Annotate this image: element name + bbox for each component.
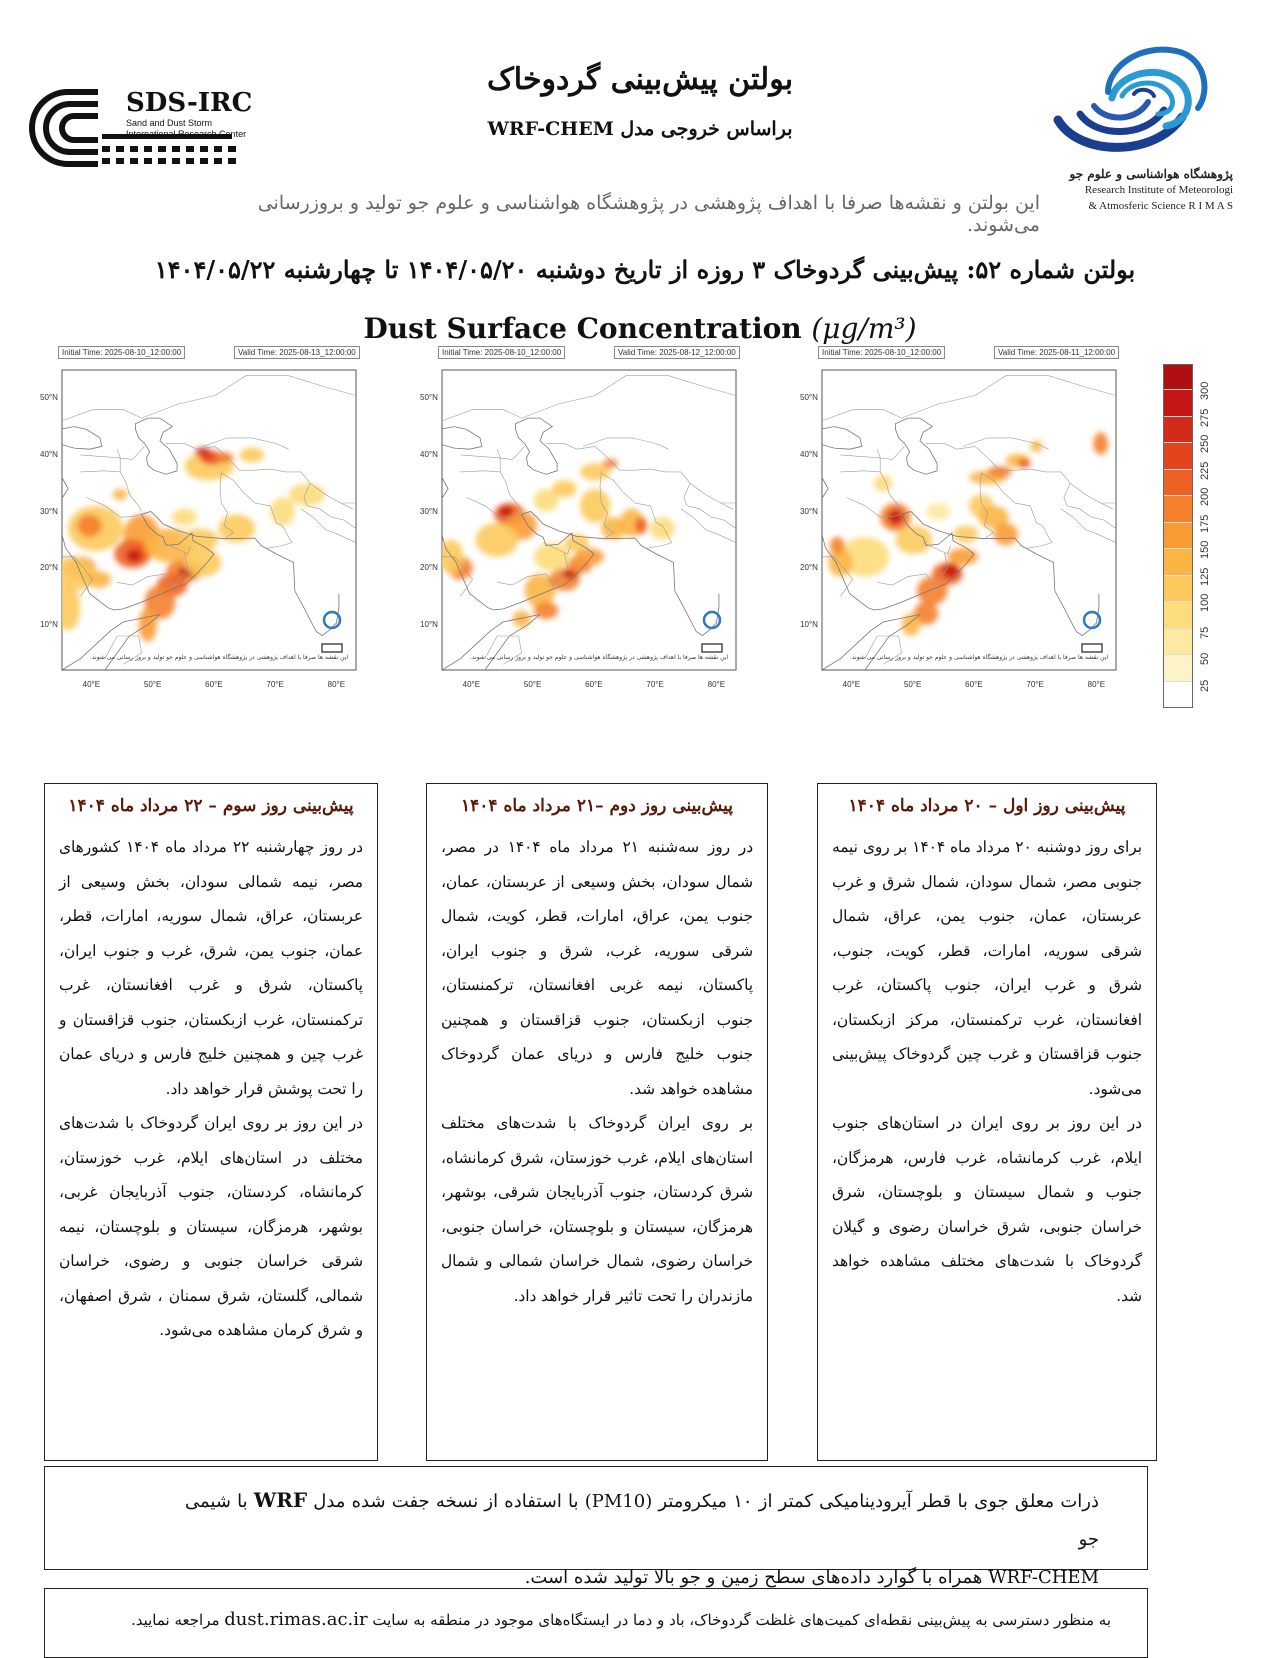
dust-blob <box>917 577 948 605</box>
lon-tick-label: 70°E <box>1026 680 1044 689</box>
forecast-day3-paragraph1: در روز چهارشنبه ۲۲ مرداد ماه ۱۴۰۴ کشورهای مصر، نیمه شمالی سودان، بخش وسیعی از عربستان، عراق، شمال سوریه، امارات، قطر، عمان، جنوب یمن، شرق، غرب و جنوب ایران، پاکستان، شرق و غرب افغانستان، غرب ترکمنستان، غرب ازبکستان، جنوب قزاقستان و غرب چین و همچنین خلیج فارس و دریای عمان را تحت پوشش قرار خواهد داد. <box>59 838 363 1098</box>
valid-time-label: Valid Time: 2025-08-13_12:00:00 <box>234 346 360 359</box>
dust-blob <box>552 480 577 497</box>
lon-tick-label: 70°E <box>646 680 664 689</box>
bulletin-subtitle: براساس خروجی مدل WRF-CHEM <box>487 118 793 140</box>
dust-website-link[interactable]: dust.rimas.ac.ir <box>224 1609 368 1630</box>
initial-time-label: Initial Time: 2025-08-10_12:00:00 <box>438 346 565 359</box>
colorbar-tick-label: 125 <box>1199 567 1211 586</box>
chart-title-main: Dust Surface Concentration <box>363 312 802 345</box>
colorbar-tick-label: 100 <box>1199 593 1211 613</box>
dust-blob <box>1018 459 1030 467</box>
dust-blob <box>1093 432 1108 455</box>
rimas-name-fa: پژوهشگاه هواشناسی و علوم جو <box>1069 167 1233 181</box>
map-disclaimer: این نقشه ها صرفا با اهداف پژوهشی در پژوهشگاه هواشناسی و علوم جو تولید و بروز رسانی می شوند. <box>470 654 729 661</box>
rimas-logo-text <box>1048 166 1233 214</box>
dust-blob <box>987 466 1012 477</box>
lon-tick-label: 50°E <box>903 680 922 689</box>
forecast-day1-paragraph1: برای روز دوشنبه ۲۰ مرداد ماه ۱۴۰۴ بر روی نیمه جنوبی مصر، شمال سودان، شمال شرق و غرب عربستان، عمان، جنوب یمن، عراق، شمال شرقی سوریه، امارات، قطر، کویت، جنوب، شرق و غرب ایران، جنوب پاکستان، غرب افغانستان، غرب ترکمنستان، مرکز ازبکستان، جنوب قزاقستان و غرب چین گردوخاک پیش‌بینی می‌شود. <box>832 838 1143 1098</box>
lat-tick-label: 40°N <box>800 449 818 459</box>
access-note-text <box>81 1607 1111 1633</box>
forecast-day1-heading: پیش‌بینی روز اول – ۲۰ مرداد ماه ۱۴۰۴ <box>848 796 1126 816</box>
dust-blob <box>948 548 979 565</box>
dust-blob <box>580 489 611 523</box>
colorbar-tick-label: 250 <box>1199 435 1211 454</box>
chart-title <box>330 312 950 345</box>
lat-tick-label: 30°N <box>40 506 58 516</box>
dust-blob <box>635 517 647 534</box>
lon-tick-label: 60°E <box>965 680 983 689</box>
lon-tick-label: 60°E <box>205 680 223 689</box>
dust-blob <box>185 548 222 576</box>
dust-blob <box>56 585 81 630</box>
dust-blob <box>896 526 933 554</box>
map-canvas <box>800 358 1140 734</box>
initial-time-label: Initial Time: 2025-08-10_12:00:00 <box>818 346 945 359</box>
forecast-day3-column <box>44 783 378 1461</box>
colorbar <box>1163 364 1211 708</box>
chart-title-unit: (μg/m³) <box>811 312 917 345</box>
model-note-part2: با شیمی جو <box>185 1491 1099 1550</box>
dust-map-day3 <box>40 348 380 734</box>
bulletin-number-heading: بولتن شماره ۵۲: پیش‌بینی گردوخاک ۳ روزه از تاریخ دوشنبه ۱۴۰۴/۰۵/۲۰ تا چهارشنبه ۱۴۰۴/۰۵/۲۲ <box>154 255 1136 284</box>
dust-blob <box>172 509 197 526</box>
map-disclaimer: این نقشه ها صرفا با اهداف پژوهشی در پژوهشگاه هواشناسی و علوم جو تولید و بروز رسانی می شوند. <box>90 654 349 661</box>
dust-blob <box>954 526 979 543</box>
dust-blob <box>126 549 142 561</box>
dust-blob <box>113 489 128 500</box>
colorbar-tick-label: 275 <box>1199 408 1211 427</box>
rimas-swirl-icon <box>1050 32 1210 160</box>
rimas-name-en1: Research Institute of Meteorologi <box>1084 184 1233 196</box>
sds-irc-subtitle-line2: International Research Center <box>126 129 247 139</box>
colorbar-tick-label: 25 <box>1199 679 1211 692</box>
map-disclaimer: این نقشه ها صرفا با اهداف پژوهشی در پژوهشگاه هواشناسی و علوم جو تولید و بروز رسانی می شوند. <box>850 654 1109 661</box>
lon-tick-label: 60°E <box>585 680 603 689</box>
colorbar-tick-label: 300 <box>1199 382 1211 401</box>
lat-tick-label: 30°N <box>800 506 818 516</box>
access-note-part2: مراجعه نمایید. <box>130 1611 225 1629</box>
dust-blob <box>926 503 951 520</box>
colorbar-tick-label: 50 <box>1199 652 1211 666</box>
colorbar-tick-label: 150 <box>1199 540 1211 560</box>
lon-tick-label: 80°E <box>1087 680 1106 689</box>
model-note-box <box>44 1466 1148 1588</box>
colorbar-frame <box>1163 364 1193 708</box>
forecast-day2-heading: پیش‌بینی روز دوم –۲۱ مرداد ماه ۱۴۰۴ <box>461 796 733 816</box>
lon-tick-label: 40°E <box>842 680 861 689</box>
lat-tick-label: 20°N <box>40 563 58 573</box>
dust-blob <box>77 514 102 537</box>
valid-time-label: Valid Time: 2025-08-12_12:00:00 <box>614 346 740 359</box>
sds-irc-subtitle-line1: Sand and Dust Storm <box>126 118 213 128</box>
dust-blob <box>215 452 233 463</box>
sds-irc-name: SDS-IRC <box>126 88 253 118</box>
dust-blob <box>603 459 618 468</box>
forecast-day3-heading: پیش‌بینی روز سوم – ۲۲ مرداد ماه ۱۴۰۴ <box>68 796 354 816</box>
forecast-day1-column <box>817 783 1157 1461</box>
dust-map-day1 <box>800 348 1140 734</box>
dust-blob <box>289 483 326 506</box>
dust-blob <box>888 509 904 525</box>
model-note-text <box>185 1481 1099 1597</box>
lat-tick-label: 40°N <box>40 449 58 459</box>
map-frame <box>822 370 1116 670</box>
dust-blob <box>994 523 1019 546</box>
forecast-day2-paragraph1: در روز سه‌شنبه ۲۱ مرداد ماه ۱۴۰۴ در مصر، شمال سودان، بخش وسیعی از عربستان، عمان، جنوب یمن، عراق، امارات، قطر، کویت، شمال شرقی سوریه، غرب، شرق و جنوب ایران، پاکستان، نیمه غربی افغانستان، ترکمنستان، جنوب ازبکستان، جنوب قزاقستان و همچنین جنوب خلیج فارس و دریای عمان گردوخاک مشاهده خواهد شد. <box>441 838 754 1098</box>
rimas-logo <box>1050 32 1210 160</box>
forecast-day2-column <box>426 783 768 1461</box>
dust-map-day2 <box>420 348 760 734</box>
lat-tick-label: 50°N <box>40 393 58 403</box>
bulletin-title: بولتن پیش‌بینی گردوخاک <box>486 62 794 97</box>
lon-tick-label: 70°E <box>266 680 284 689</box>
dust-blob <box>240 448 265 463</box>
access-note-part1: به منظور دسترسی به پیش‌بینی نقطه‌ای کمیت‌های غلظت گردوخاک، باد و دما در ایستگاه‌های موجود در منطقه به سایت <box>367 1611 1111 1629</box>
lon-tick-label: 50°E <box>523 680 542 689</box>
lat-tick-label: 30°N <box>420 506 438 516</box>
forecast-day2-paragraph2: بر روی ایران گردوخاک با شدت‌های مختلف استان‌های ایلام، غرب خوزستان، شرق کرمانشاه، شرق کردستان، جنوب آذربایجان شرقی، بوشهر، هرمزگان، سیستان و بلوچستان، خراسان جنوبی، خراسان رضوی، شمال خراسان شمالی و شمال مازندران را تحت تاثیر قرار خواهد داد. <box>441 1114 753 1305</box>
lon-tick-label: 40°E <box>462 680 481 689</box>
dust-blob <box>476 523 519 557</box>
dust-blob <box>830 537 845 554</box>
lon-tick-label: 50°E <box>143 680 162 689</box>
lat-tick-label: 50°N <box>800 393 818 403</box>
forecast-day3-paragraph2: در این روز بر روی ایران گردوخاک با شدت‌های مختلف در استان‌های ایلام، غرب خوزستان، کرمانشاه، کردستان، جنوب آذربایجان غربی، بوشهر، هرمزگان، سیستان و بلوچستان، نیمه شرقی خراسان جنوبی و رضوی، خراسان شمالی، گلستان، شرق سمنان ، شرق اصفهان، و شرق کرمان مشاهده می‌شود. <box>59 1114 363 1339</box>
lat-tick-label: 10°N <box>420 619 438 629</box>
disclaimer-text: این بولتن و نقشه‌ها صرفا با اهداف پژوهشی در پژوهشگاه هواشناسی و علوم جو تولید و بروزرسانی می‌شوند. <box>257 192 1040 236</box>
valid-time-label: Valid Time: 2025-08-11_12:00:00 <box>994 346 1119 359</box>
dust-blob <box>650 517 675 540</box>
lon-tick-label: 80°E <box>707 680 726 689</box>
lat-tick-label: 10°N <box>40 619 58 629</box>
colorbar-tick-label: 200 <box>1199 487 1211 507</box>
model-note-wrf: WRF <box>253 1488 308 1512</box>
lat-tick-label: 50°N <box>420 393 438 403</box>
map-canvas <box>40 358 380 734</box>
map-canvas <box>420 358 760 734</box>
lon-tick-label: 80°E <box>327 680 346 689</box>
lon-tick-label: 40°E <box>82 680 101 689</box>
lat-tick-label: 20°N <box>800 563 818 573</box>
dust-blob <box>181 528 218 551</box>
dust-blob <box>87 571 112 588</box>
model-note-part1: ذرات معلق جوی با قطر آیرودینامیکی کمتر از ۱۰ میکرومتر (PM10) با استفاده از نسخه جفت شده مدل <box>307 1491 1099 1512</box>
model-note-part3: همراه با گوارد داده‌های سطح زمین و جو بالا تولید شده است. <box>524 1567 989 1588</box>
colorbar-tick-label: 75 <box>1199 626 1211 639</box>
rimas-name-en2: & Atmosferic Science R I M A S <box>1088 200 1233 212</box>
access-note-box <box>44 1588 1148 1658</box>
lat-tick-label: 10°N <box>800 619 818 629</box>
colorbar-tick-label: 175 <box>1199 514 1211 533</box>
dust-blob <box>53 557 96 591</box>
lat-tick-label: 40°N <box>420 449 438 459</box>
colorbar-tick-label: 225 <box>1199 461 1211 480</box>
dust-blob <box>270 497 295 525</box>
forecast-day1-paragraph2: در این روز بر روی ایران در استان‌های جنوب ایلام، غرب کرمانشاه، غرب فارس، هرمزگان، جنوب و شمال سیستان و بلوچستان، شرق خراسان جنوبی، شرق خراسان رضوی و گیلان گردوخاک با شدت‌های مختلف مشاهده خواهد شد. <box>832 1114 1142 1305</box>
lat-tick-label: 20°N <box>420 563 438 573</box>
initial-time-label: Initial Time: 2025-08-10_12:00:00 <box>58 346 185 359</box>
model-note-wrfchem: WRF-CHEM <box>988 1567 1099 1588</box>
sds-irc-subtitle <box>126 118 246 140</box>
